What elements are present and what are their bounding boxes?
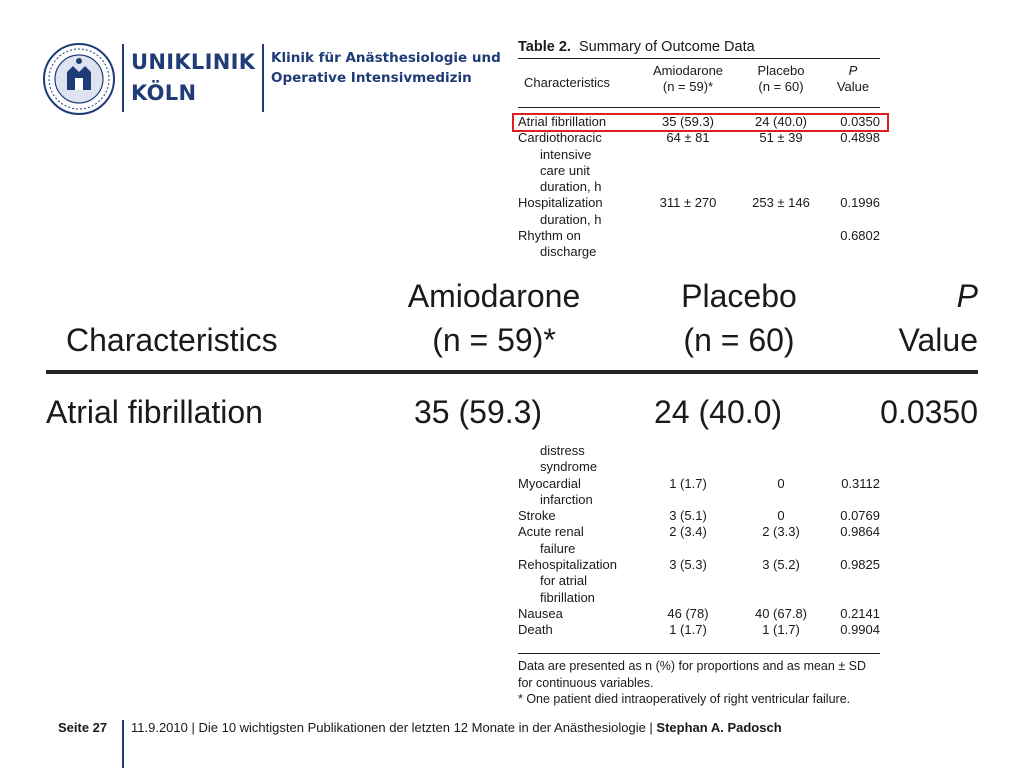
brand-name [131,47,255,109]
header-placebo-line2: (n = 60) [758,79,804,94]
row-placebo: 40 (67.8) [754,605,808,621]
row-characteristic [518,195,640,228]
row-characteristic-line: Rhythm on [518,228,581,244]
clinic-line1: Klinik für Anästhesiologie und [271,50,501,66]
table-note-3: * One patient died intraoperatively of right ventricular failure. [518,692,851,706]
logo-divider [122,44,124,112]
table-row [518,622,880,638]
row-placebo: 0 [777,508,785,524]
zoomed-row-overlay [44,270,980,440]
row-characteristic [518,508,640,524]
zoom-row-p: 0.0350 [880,394,978,430]
table-body-bottom [518,443,880,639]
zoom-p-line1: P [956,278,978,314]
row-p-value: 0.2141 [840,605,880,621]
table-row [518,443,880,476]
row-characteristic-line: syndrome [540,459,598,475]
row-characteristic [518,228,640,261]
row-placebo: 1 (1.7) [762,622,800,638]
zoom-header-p [864,274,978,362]
header-amiodarone-line1: Amiodarone [652,63,724,78]
table-row [518,476,880,509]
row-characteristic-line: discharge [540,244,597,260]
row-p-value: 0.1996 [840,195,880,211]
zoom-row-placebo: 24 (40.0) [654,394,783,430]
zoom-row-amiodarone: 35 (59.3) [414,394,543,430]
row-characteristic-line: Death [518,622,553,638]
clinic-divider [262,44,264,112]
row-characteristic-line: distress [540,443,585,458]
row-placebo: 253 ± 146 [752,195,810,211]
brand-line2: KÖLN [131,81,197,105]
zoom-amio-line1: Amiodarone [407,278,581,314]
row-p-value: 0.6802 [840,228,880,244]
footer-date-title: 11.9.2010 | Die 10 wichtigsten Publikationen der letzten 12 Monate in der Anästhesiologie | [131,720,657,735]
table-row [518,228,880,261]
highlight-box [512,113,889,132]
row-characteristic [518,524,640,557]
row-p-value: 0.3112 [841,475,880,491]
row-characteristic-line: Rehospitalization [518,557,618,573]
table-top-rule [518,58,880,59]
row-characteristic-line: duration, h [540,179,602,195]
header-characteristics [524,75,610,91]
row-placebo [736,443,826,476]
footer-author: Stephan A. Padosch [656,720,782,735]
header-amiodarone [640,63,736,95]
zoom-header-rule [46,370,978,374]
zoom-placebo-line1: Placebo [681,278,797,314]
row-amiodarone: 311 ± 270 [659,195,717,211]
row-amiodarone [640,228,736,261]
row-characteristic-line: care unit [540,162,590,178]
row-characteristic [518,476,640,509]
table-bottom-rule [518,653,880,654]
zoom-amio-line2: (n = 59)* [432,322,556,358]
row-amiodarone: 2 (3.4) [669,524,707,540]
row-amiodarone [640,443,736,476]
row-p-value: 0.0769 [840,508,880,524]
table-notes [518,653,898,708]
zoom-row-name: Atrial fibrillation [46,394,263,430]
header-placebo [736,63,826,95]
table-row [518,557,880,606]
row-characteristic [518,130,640,195]
row-p-value: 0.9864 [840,524,880,540]
zoom-characteristics-label: Characteristics [66,322,278,358]
zoom-placebo-line2: (n = 60) [683,322,795,358]
table-row [518,606,880,622]
row-characteristic-line: infarction [540,491,593,507]
row-characteristic-line: fibrillation [540,589,595,605]
header-p-value [826,63,880,95]
table-header-rule [518,107,880,108]
table-title-text: Summary of Outcome Data [578,39,755,55]
footer-text [131,720,782,735]
row-characteristic-line: Hospitalization [518,195,603,211]
row-characteristic-line: Atrial fibrillation [518,114,607,129]
university-seal-icon [42,42,116,116]
table-body-top [518,114,880,261]
row-characteristic-line: failure [540,540,576,556]
zoom-header-placebo [634,274,844,362]
row-amiodarone: 64 ± 81 [666,130,710,146]
row-characteristic [518,443,640,476]
table-title-label: Table 2. [518,39,571,55]
clinic-line2: Operative Intensivmedizin [271,70,472,86]
clinic-name [271,48,501,88]
row-amiodarone: 3 (5.3) [669,557,707,573]
header-placebo-line1: Placebo [757,63,805,78]
outcome-table [518,38,880,261]
row-placebo: 0 [777,475,785,491]
zoom-header-amiodarone [374,274,614,362]
table-note-2: for continuous variables. [518,675,654,690]
row-placebo [736,228,826,261]
row-amiodarone: 3 (5.1) [669,508,707,524]
header-p-line2: Value [836,79,870,94]
row-characteristic-line: for atrial [540,573,587,589]
row-amiodarone: 1 (1.7) [669,622,707,638]
row-characteristic-line: Cardiothoracic [518,130,602,146]
table-note-1: Data are presented as n (%) for proportions and as mean ± SD [518,659,867,673]
row-characteristic [518,622,640,638]
outcome-table-continued [518,443,880,639]
page-number: Seite 27 [58,720,108,735]
table-row [518,195,880,228]
header-characteristics-label: Characteristics [524,75,610,90]
row-placebo: 2 (3.3) [762,524,800,540]
row-amiodarone: 35 (59.3) [661,114,715,129]
header-amiodarone-line2: (n = 59)* [662,79,714,94]
footer [0,716,1024,768]
table-row [518,524,880,557]
row-characteristic-line: Acute renal [518,524,584,540]
row-characteristic [518,557,640,606]
row-characteristic-line: Nausea [518,605,563,621]
row-placebo: 51 ± 39 [759,130,803,146]
row-characteristic-line: Myocardial [518,475,581,491]
row-placebo: 24 (40.0) [754,114,808,129]
row-characteristic-line: intensive [540,146,592,162]
table-header [518,63,880,107]
row-p-value: 0.0350 [840,114,880,129]
brand-line1: UNIKLINIK [131,50,256,74]
footer-divider [122,720,124,768]
table-row [518,130,880,195]
row-p-value: 0.9904 [840,622,880,638]
row-amiodarone: 46 (78) [667,605,709,621]
header-p-line1: P [848,63,858,78]
row-characteristic-line: Stroke [518,508,556,524]
table-row [518,508,880,524]
row-amiodarone: 1 (1.7) [669,475,707,491]
zoom-header-characteristics [66,318,278,362]
row-p-value: 0.4898 [840,130,880,146]
row-characteristic-line: duration, h [540,211,602,227]
row-characteristic [518,606,640,622]
row-p-value: 0.9825 [840,557,880,573]
row-p-value [826,443,880,476]
zoom-p-line2: Value [898,322,978,358]
row-placebo: 3 (5.2) [762,557,800,573]
table-title [518,38,880,56]
